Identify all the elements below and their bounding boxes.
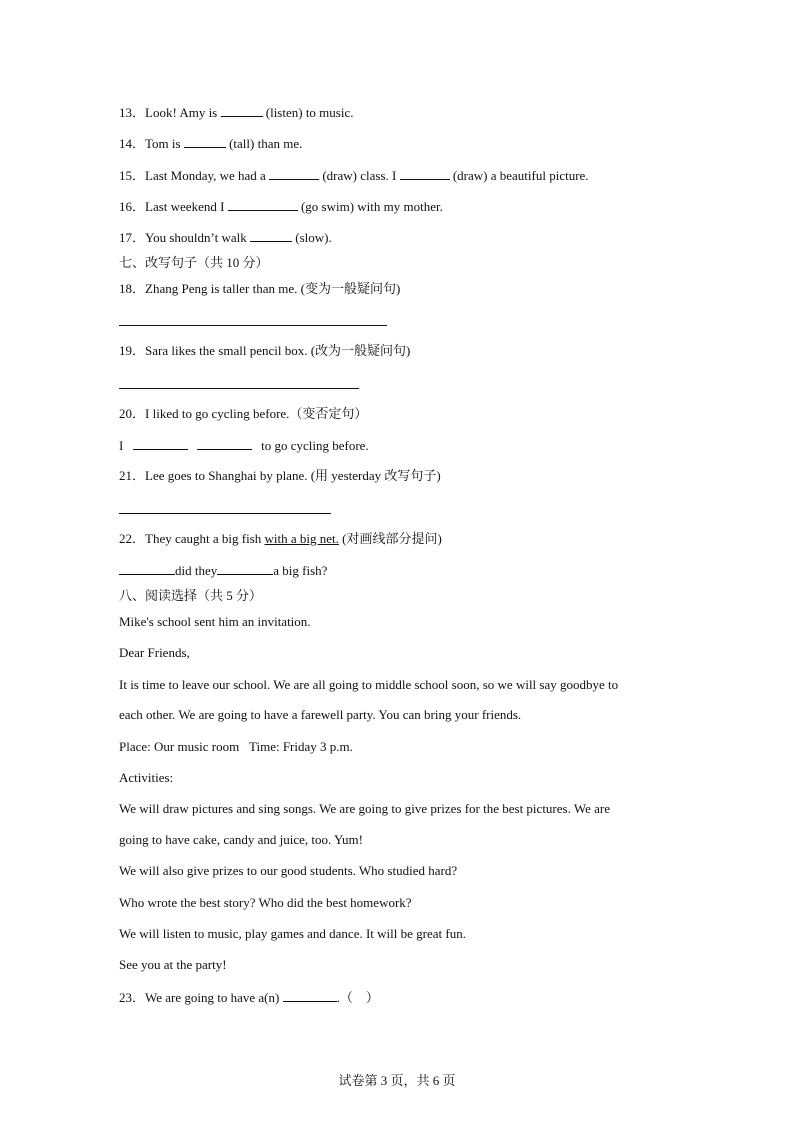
page-footer: 试卷第 3 页，共 6 页 <box>338 1073 456 1088</box>
question-18: 18．Zhang Peng is taller than me. (变为一般疑问句) <box>119 281 401 296</box>
place-text: Place: Our music room <box>119 739 240 754</box>
answer-blank[interactable] <box>250 228 292 242</box>
passage-paragraph: It is time to leave our school. We are all going to middle school soon, so we will say goodbye to <box>119 677 619 692</box>
question-19: 19．Sara likes the small pencil box. (改为一般疑问句) <box>119 343 411 358</box>
question-number: 21． <box>119 468 146 483</box>
question-number: 14． <box>119 136 146 151</box>
question-number: 16． <box>119 199 146 214</box>
section-7-title: 七、改写句子（共 10 分） <box>119 255 269 270</box>
passage-paragraph: We will listen to music, play games and dance. It will be great fun. <box>119 926 466 941</box>
section-8-title: 八、阅读选择（共 5 分） <box>119 588 263 603</box>
answer-blank[interactable] <box>221 103 263 117</box>
passage-paragraph: We will draw pictures and sing songs. We are going to give prizes for the best pictures. We are <box>119 801 610 816</box>
question-16: 16．Last weekend I (go swim) with my mother. <box>119 199 443 214</box>
answer-blank[interactable] <box>283 988 337 1002</box>
question-number: 13． <box>119 105 146 120</box>
passage-paragraph: going to have cake, candy and juice, too. Yum! <box>119 832 363 847</box>
question-13: 13．Look! Amy is (listen) to music. <box>119 105 354 120</box>
question-number: 19． <box>119 343 146 358</box>
question-20-answer: I to go cycling before. <box>119 438 369 453</box>
answer-blank[interactable] <box>197 436 252 450</box>
passage-intro: Mike's school sent him an invitation. <box>119 614 311 629</box>
question-14: 14．Tom is (tall) than me. <box>119 136 303 151</box>
time-text: Time: Friday 3 p.m. <box>248 739 353 754</box>
question-23: 23．We are going to have a(n) .（ ） <box>119 990 379 1005</box>
question-number: 22． <box>119 531 146 546</box>
passage-closing: See you at the party! <box>119 957 227 972</box>
passage-activities-label: Activities: <box>119 770 174 785</box>
answer-blank[interactable] <box>228 197 298 211</box>
underlined-phrase: with a big net. <box>264 531 339 546</box>
question-15: 15．Last Monday, we had a (draw) class. I (draw) a beautiful picture. <box>119 168 589 183</box>
question-22: 22．They caught a big fish with a big net. (对画线部分提问) <box>119 531 442 546</box>
question-22-answer: did they a big fish? <box>119 561 327 580</box>
answer-line[interactable] <box>119 513 331 514</box>
question-number: 15． <box>119 168 146 183</box>
answer-blank[interactable] <box>217 561 273 575</box>
passage-paragraph: Who wrote the best story? Who did the best homework? <box>119 895 412 910</box>
passage-paragraph: each other. We are going to have a farewell party. You can bring your friends. <box>119 707 522 722</box>
question-number: 23． <box>119 990 146 1005</box>
question-number: 17． <box>119 230 146 245</box>
passage-greeting: Dear Friends, <box>119 645 190 660</box>
answer-blank[interactable] <box>119 561 175 575</box>
answer-line[interactable] <box>119 388 359 389</box>
question-number: 20． <box>119 406 146 421</box>
passage-paragraph: We will also give prizes to our good students. Who studied hard? <box>119 863 458 878</box>
answer-line[interactable] <box>119 325 387 326</box>
question-21: 21．Lee goes to Shanghai by plane. (用 yesterday 改写句子) <box>119 468 441 483</box>
question-20: 20．I liked to go cycling before.（变否定句） <box>119 406 368 421</box>
question-number: 18． <box>119 281 146 296</box>
question-17: 17．You shouldn’t walk (slow). <box>119 230 332 245</box>
answer-blank[interactable] <box>269 166 319 180</box>
answer-blank[interactable] <box>400 166 450 180</box>
passage-place-time <box>119 738 353 756</box>
answer-blank[interactable] <box>184 134 226 148</box>
answer-blank[interactable] <box>133 436 188 450</box>
